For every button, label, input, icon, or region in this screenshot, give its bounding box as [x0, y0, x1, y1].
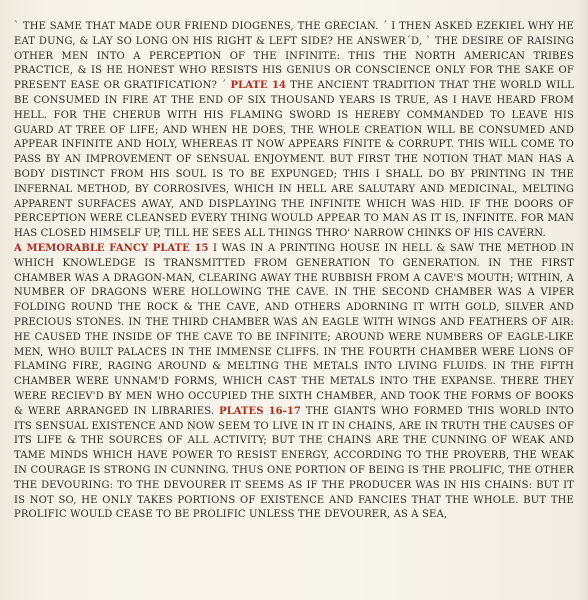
memorable-fancy-heading: A MEMORABLE FANCY PLATE 15 [14, 242, 209, 254]
plate-heading-16-17: PLATES 16-17 [219, 405, 301, 417]
text-block [14, 20, 574, 523]
text-run: ` THE SAME THAT MADE OUR FRIEND DIOGENES, THE GRECIAN. ´ I THEN ASKED EZEKIEL WHY HE EAT DUNG, & LAY SO LONG ON HIS RIGHT & LEFT SIDE? HE ANSWER´D, ` THE DESIRE OF RAISING OTHER MEN INTO A PERCEPTION OF THE INFINITE: THIS THE NORTH AMERICAN TRIBES PRACTICE, & IS HE HONEST WHO RESISTS HIS GENIUS OR CONSCIENCE ONLY FOR THE SAKE OF PRESENT EASE OR GRATIFICATION? ´ [14, 21, 574, 92]
text-run: I WAS IN A PRINTING HOUSE IN HELL & SAW THE METHOD IN WHICH KNOWLEDGE IS TRANSMITTED FROM GENERATION TO GENERATION. IN THE FIRST CHAMBER WAS A DRAGON-MAN, CLEARING AWAY THE RUBBISH FROM A CAVE'S MOUTH; WITHIN, A NUMBER OF DRAGONS WERE HOLLOWING THE CAVE. IN THE SECOND CHAMBER WAS A VIPER FOLDING ROUND THE ROCK & THE CAVE, AND OTHERS ADORNING IT WITH GOLD, SILVER AND PRECIOUS STONES. IN THE THIRD CHAMBER WAS AN EAGLE WITH WINGS AND FEATHERS OF AIR: HE CAUSED THE INSIDE OF THE CAVE TO BE INFINITE; AROUND WERE NUMBERS OF EAGLE-LIKE MEN, WHO BUILT PALACES IN THE IMMENSE CLIFFS. IN THE FOURTH CHAMBER WERE LIONS OF FLAMING FIRE, RAGING AROUND & MELTING THE METALS INTO LIVING FLUIDS. IN THE FIFTH CHAMBER WERE UNNAM'D FORMS, WHICH CAST THE METALS INTO THE EXPANSE. THERE THEY WERE RECIEV'D BY MEN WHO OCCUPIED THE SIXTH CHAMBER, AND TOOK THE FORMS OF BOOKS & WERE ARRANGED IN LIBRARIES. [14, 242, 574, 417]
plate-heading-14: PLATE 14 [230, 80, 287, 92]
text-run: THE ANCIENT TRADITION THAT THE WORLD WILL BE CONSUMED IN FIRE AT THE END OF SIX THOUSAND YEARS IS TRUE, AS I HAVE HEARD FROM HELL. FOR THE CHERUB WITH HIS FLAMING SWORD IS HEREBY COMMANDED TO LEAVE HIS GUARD AT TREE OF LIFE; AND WHEN HE DOES, THE WHOLE CREATION WILL BE CONSUMED AND APPEAR INFINITE AND HOLY, WHEREAS IT NOW APPEARS FINITE & CORRUPT. THIS WILL COME TO PASS BY AN IMPROVEMENT OF SENSUAL ENJOYMENT. BUT FIRST THE NOTION THAT MAN HAS A BODY DISTINCT FROM HIS SOUL IS TO BE EXPUNGED; THIS I SHALL DO BY PRINTING IN THE INFERNAL METHOD, BY CORROSIVES, WHICH IN HELL ARE SALUTARY AND MEDICINAL, MELTING APPARENT SURFACES AWAY, AND DISPLAYING THE INFINITE WHICH WAS HID. IF THE DOORS OF PERCEPTION WERE CLEANSED EVERY THING WOULD APPEAR TO MAN AS IT IS, INFINITE. FOR MAN HAS CLOSED HIMSELF UP, TILL HE SEES ALL THINGS THRO' NARROW CHINKS OF HIS CAVERN. [14, 80, 575, 240]
paragraph-2 [14, 242, 574, 523]
page-edge-shadow [578, 0, 588, 600]
paragraph-1 [14, 20, 574, 242]
text-run: THE GIANTS WHO FORMED THIS WORLD INTO ITS SENSUAL EXISTENCE AND NOW SEEM TO LIVE IN IT IN CHAINS, ARE IN TRUTH THE CAUSES OF ITS LIFE & THE SOURCES OF ALL ACTIVITY; BUT THE CHAINS ARE THE CUNNING OF WEAK AND TAME MINDS WHICH HAVE POWER TO RESIST ENERGY, ACCORDING TO THE PROVERB, THE WEAK IN COURAGE IS STRONG IN CUNNING. THUS ONE PORTION OF BEING IS THE PROLIFIC, THE OTHER THE DEVOURING: TO THE DEVOURER IT SEEMS AS IF THE PRODUCER WAS IN HIS CHAINS: BUT IT IS NOT SO, HE ONLY TAKES PORTIONS OF EXISTENCE AND FANCIES THAT THE WHOLE. BUT THE PROLIFIC WOULD CEASE TO BE PROLIFIC UNLESS THE DEVOURER, AS A SEA, [14, 405, 574, 521]
